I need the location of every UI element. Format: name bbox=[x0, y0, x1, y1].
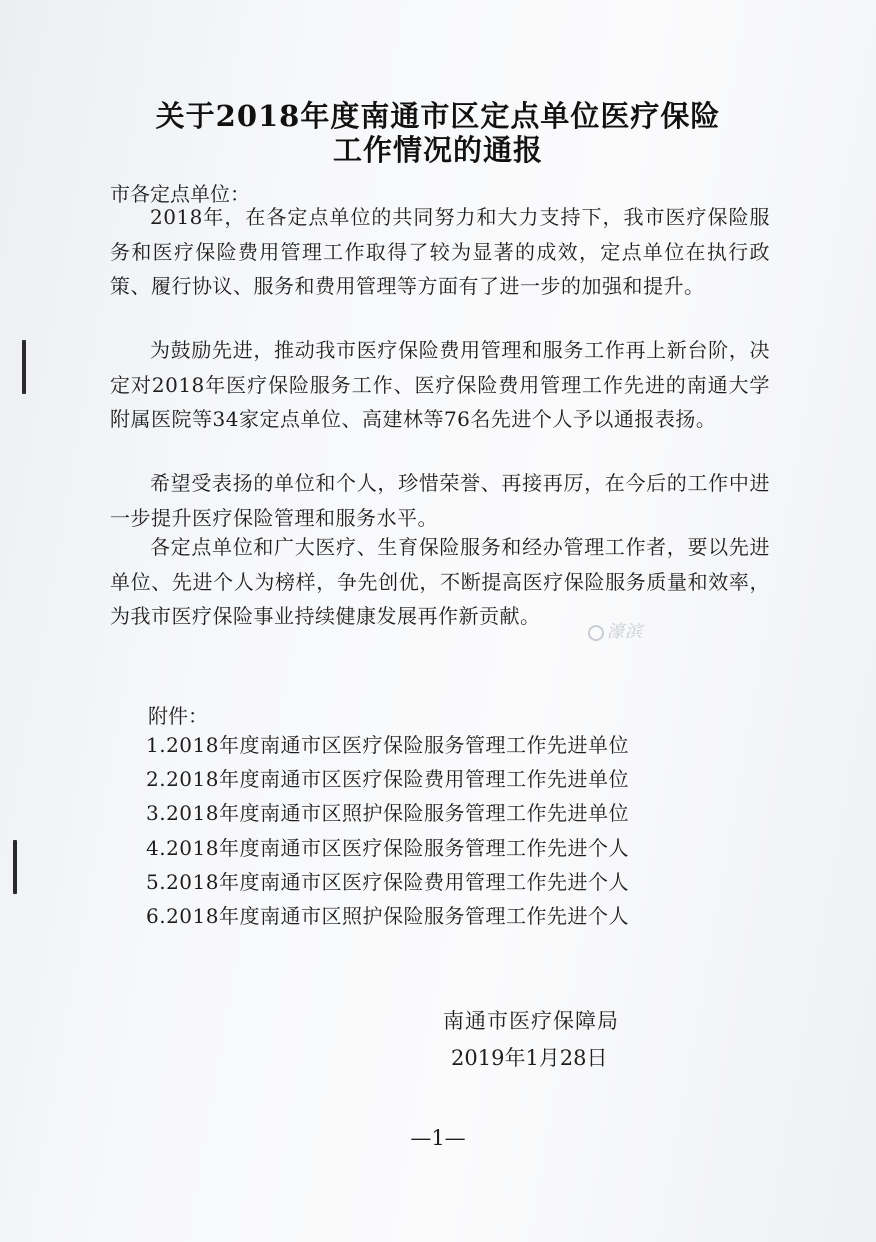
attachments-heading: 附件： bbox=[148, 704, 208, 728]
paragraph-2: 为鼓励先进，推动我市医疗保险费用管理和服务工作再上新台阶，决定对2018年医疗保险服务工作、医疗保险费用管理工作先进的南通大学附属医院等34家定点单位、高建林等76名先进个人予以通报表扬。 bbox=[110, 338, 770, 431]
attachment-item: 5.2018年度南通市区医疗保险费用管理工作先进个人 bbox=[146, 869, 629, 894]
document-title-line2: 工作情况的通报 bbox=[332, 133, 543, 167]
issuer: 南通市医疗保障局 bbox=[443, 1009, 619, 1033]
attachment-item: 2.2018年度南通市区医疗保险费用管理工作先进单位 bbox=[146, 767, 629, 792]
watermark-logo-icon bbox=[588, 625, 604, 641]
document-title-line1: 关于2018年度南通市区定点单位医疗保险 bbox=[155, 99, 721, 133]
paragraph-1: 2018年，在各定点单位的共同努力和大力支持下，我市医疗保险服务和医疗保险费用管理工作取得了较为显著的成效，定点单位在执行政策、履行协议、服务和费用管理等方面有了进一步的加强和提升。 bbox=[110, 205, 770, 298]
paragraph-4: 各定点单位和广大医疗、生育保险服务和经办管理工作者，要以先进单位、先进个人为榜样，争先创优，不断提高医疗保险服务质量和效率，为我市医疗保险事业持续健康发展再作新贡献。 bbox=[110, 535, 770, 628]
page-number: —1— bbox=[410, 1126, 466, 1150]
attachment-item: 6.2018年度南通市区照护保险服务管理工作先进个人 bbox=[146, 904, 629, 929]
binding-mark-bottom bbox=[13, 840, 17, 894]
watermark-text: 濠滨 bbox=[607, 622, 643, 642]
issue-date: 2019年1月28日 bbox=[451, 1046, 608, 1070]
watermark bbox=[588, 617, 643, 642]
attachment-item: 1.2018年度南通市区医疗保险服务管理工作先进单位 bbox=[146, 733, 629, 757]
salutation: 市各定点单位： bbox=[110, 182, 250, 206]
paragraph-3: 希望受表扬的单位和个人，珍惜荣誉、再接再厉，在今后的工作中进一步提升医疗保险管理和服务水平。 bbox=[110, 471, 770, 530]
attachment-item: 4.2018年度南通市区医疗保险服务管理工作先进个人 bbox=[146, 835, 629, 860]
binding-mark-top bbox=[22, 340, 26, 394]
attachment-item: 3.2018年度南通市区照护保险服务管理工作先进单位 bbox=[146, 801, 629, 826]
attachments-list bbox=[146, 728, 629, 933]
